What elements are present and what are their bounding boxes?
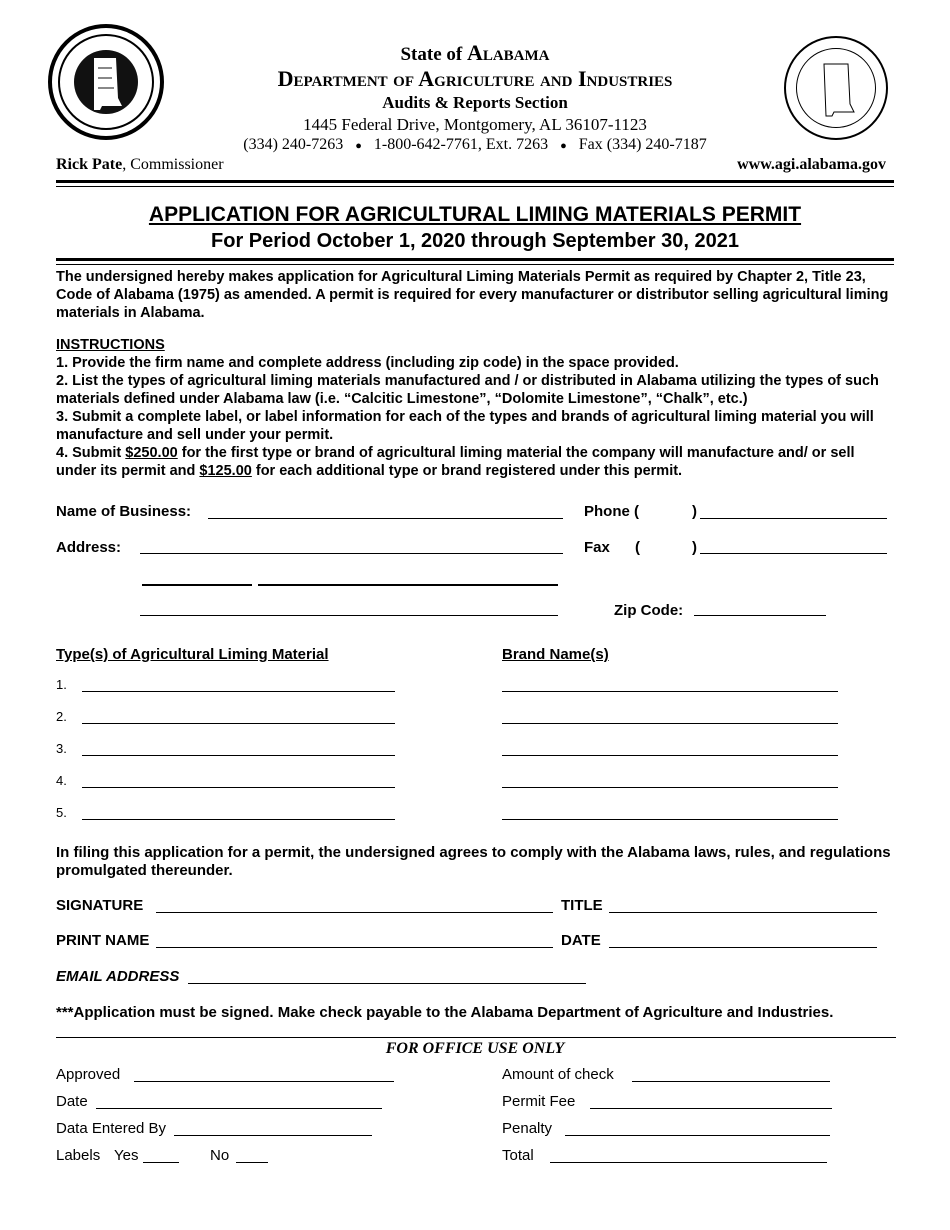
material-row-number: 5. — [56, 805, 67, 820]
phone-field[interactable] — [700, 518, 887, 519]
title-divider — [56, 258, 894, 261]
bullet-icon: ● — [355, 140, 362, 152]
approved-label: Approved — [56, 1066, 121, 1083]
instructions-heading: INSTRUCTIONS — [56, 337, 165, 353]
material-type-field-3[interactable] — [82, 755, 395, 756]
phone-tollfree: 1-800-642-7761, Ext. 7263 — [373, 136, 549, 153]
commissioner-title: , Commissioner — [122, 156, 224, 173]
address-field-line-2b[interactable] — [258, 584, 558, 586]
material-type-field-1[interactable] — [82, 691, 395, 692]
material-row-number: 3. — [56, 741, 67, 756]
address-label: Address: — [56, 539, 122, 556]
date-label: DATE — [561, 932, 601, 949]
print-name-field[interactable] — [156, 947, 553, 948]
material-type-field-2[interactable] — [82, 723, 395, 724]
instruction-item-4: 4. Submit $250.00 for the first type or brand of agricultural liming material the company will manufacture and/ or sell under its permit and $125.00 for each additional type or brand registered under this permit. — [56, 445, 855, 479]
labels-yes-field[interactable] — [143, 1162, 179, 1163]
form-title: APPLICATION FOR AGRICULTURAL LIMING MATERIALS PERMIT — [148, 203, 802, 226]
office-use-heading: FOR OFFICE USE ONLY — [385, 1040, 565, 1057]
data-entered-by-label: Data Entered By — [56, 1120, 167, 1137]
material-row-number: 4. — [56, 773, 67, 788]
material-type-field-4[interactable] — [82, 787, 395, 788]
fax-close-paren: ) — [692, 539, 697, 556]
commissioner-name: Rick Pate — [56, 156, 123, 173]
material-row-number: 2. — [56, 709, 67, 724]
total-label: Total — [502, 1147, 534, 1164]
labels-label: Labels — [56, 1147, 101, 1164]
brand-name-field-1[interactable] — [502, 691, 838, 692]
zip-code-label: Zip Code: — [614, 602, 684, 619]
approved-field[interactable] — [134, 1081, 394, 1082]
form-period: For Period October 1, 2020 through September 30, 2021 — [211, 230, 739, 252]
email-address-field[interactable] — [188, 983, 586, 984]
instruction-item-1: 1. Provide the firm name and complete address (including zip code) in the space provided. — [56, 355, 679, 371]
office-date-label: Date — [56, 1093, 88, 1110]
department-name: Department of Agriculture and Industries — [277, 66, 673, 91]
office-divider — [56, 1037, 896, 1038]
fax-number: Fax (334) 240-7187 — [578, 136, 707, 153]
first-fee: $250.00 — [125, 445, 178, 461]
instruction-item-3: 3. Submit a complete label, or label information for each of the types and brands of agricultural liming material you will manufacture and sell under your permit. — [56, 409, 874, 443]
contact-line — [0, 136, 950, 154]
state-prefix: State of — [400, 44, 467, 65]
material-row-number: 1. — [56, 677, 67, 692]
brand-name-field-2[interactable] — [502, 723, 838, 724]
fax-field[interactable] — [700, 553, 887, 554]
title-field[interactable] — [609, 912, 877, 913]
phone-main: (334) 240-7263 — [243, 136, 344, 153]
website-link[interactable]: www.agi.alabama.gov — [737, 156, 886, 173]
name-of-business-field[interactable] — [208, 518, 563, 519]
penalty-field[interactable] — [565, 1135, 830, 1136]
name-of-business-label: Name of Business: — [56, 503, 192, 520]
data-entered-by-field[interactable] — [174, 1135, 372, 1136]
instruction-item-2: 2. List the types of agricultural liming materials manufactured and / or distributed in Alabama utilizing the types of such materials defined under Alabama law (i.e. “Calcitic Limestone”, “Dolomite Limestone”, “Chalk”, etc.) — [56, 373, 879, 407]
office-date-field[interactable] — [96, 1108, 382, 1109]
zip-code-field[interactable] — [694, 615, 826, 616]
title-divider — [56, 264, 894, 265]
brands-heading: Brand Name(s) — [502, 646, 609, 663]
commissioner — [56, 156, 224, 174]
great-seal-logo — [784, 36, 888, 140]
bullet-icon: ● — [560, 140, 567, 152]
labels-yes-label: Yes — [114, 1147, 139, 1164]
brand-name-field-3[interactable] — [502, 755, 838, 756]
header-divider — [56, 180, 894, 183]
address-field-line-2a[interactable] — [142, 584, 252, 586]
state-name: Alabama — [466, 40, 550, 65]
types-heading: Type(s) of Agricultural Liming Material — [56, 646, 329, 663]
signing-notice: ***Application must be signed. Make check payable to the Alabama Department of Agriculture and Industries. — [56, 1004, 834, 1021]
signature-field[interactable] — [156, 912, 553, 913]
intro-paragraph: The undersigned hereby makes application for Agricultural Liming Materials Permit as required by Chapter 2, Title 23, Code of Alabama (1975) as amended. A permit is required for every manufacturer or distributor selling agricultural liming materials in Alabama. — [56, 269, 889, 321]
labels-no-field[interactable] — [236, 1162, 268, 1163]
signature-label: SIGNATURE — [56, 897, 144, 914]
penalty-label: Penalty — [502, 1120, 553, 1137]
address-field-line-1[interactable] — [140, 553, 563, 554]
permit-fee-label: Permit Fee — [502, 1093, 576, 1110]
fax-label: Fax — [584, 539, 610, 556]
total-field[interactable] — [550, 1162, 827, 1163]
material-type-field-5[interactable] — [82, 819, 395, 820]
permit-fee-field[interactable] — [590, 1108, 832, 1109]
brand-name-field-5[interactable] — [502, 819, 838, 820]
section-name: Audits & Reports Section — [382, 93, 568, 112]
additional-fee: $125.00 — [199, 463, 252, 479]
labels-no-label: No — [210, 1147, 230, 1164]
amount-of-check-label: Amount of check — [502, 1066, 614, 1083]
date-field[interactable] — [609, 947, 877, 948]
email-address-label: EMAIL ADDRESS — [56, 968, 180, 985]
header-divider — [56, 186, 894, 187]
department-address: 1445 Federal Drive, Montgomery, AL 36107-1123 — [303, 115, 647, 134]
address-field-line-3[interactable] — [140, 615, 558, 616]
fax-open-paren: ( — [635, 539, 640, 556]
phone-close-paren: ) — [692, 503, 697, 520]
brand-name-field-4[interactable] — [502, 787, 838, 788]
title-label: TITLE — [561, 897, 603, 914]
agreement-statement: In filing this application for a permit, the undersigned agrees to comply with the Alabama laws, rules, and regulations promulgated thereunder. — [56, 844, 891, 879]
phone-label: Phone ( — [584, 503, 639, 520]
print-name-label: PRINT NAME — [56, 932, 150, 949]
amount-of-check-field[interactable] — [632, 1081, 830, 1082]
